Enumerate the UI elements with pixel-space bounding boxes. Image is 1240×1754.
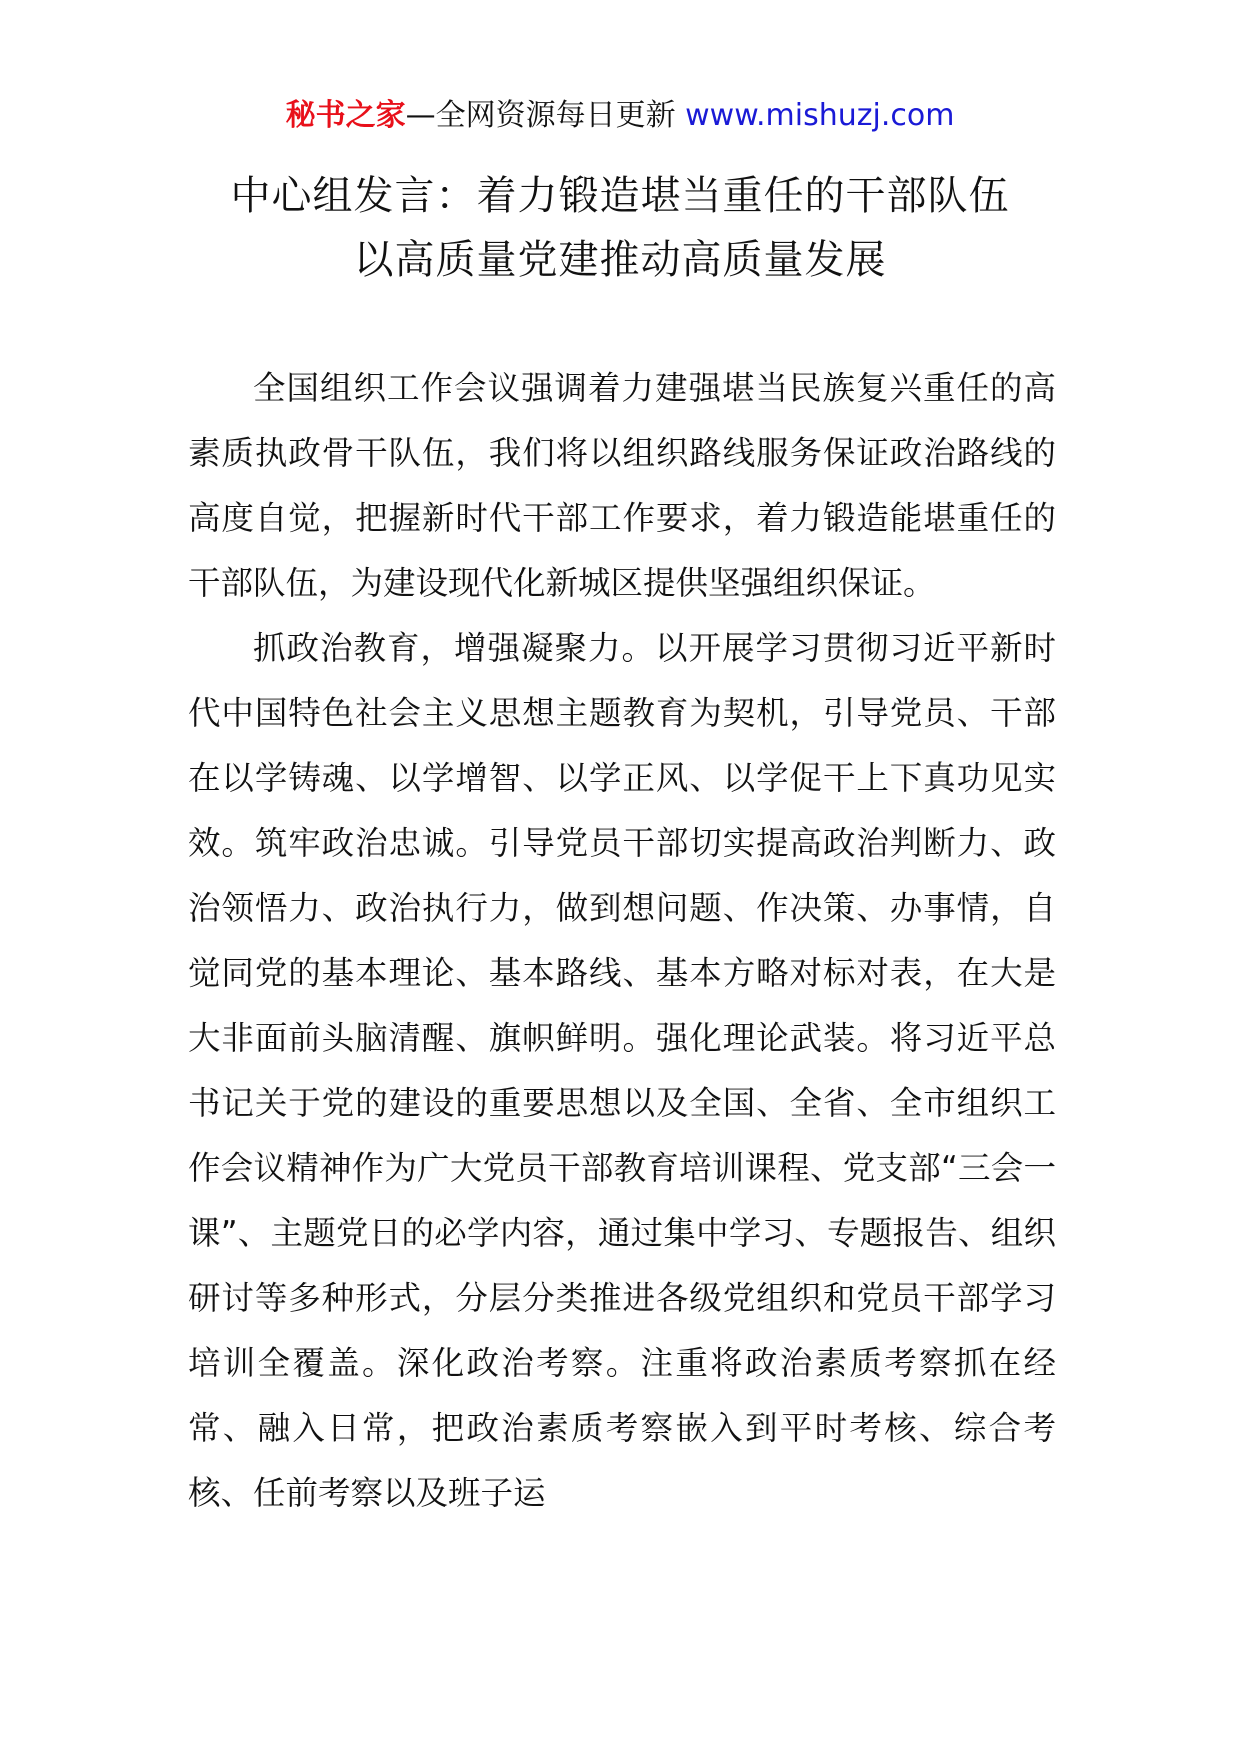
title-line-1: 中心组发言：着力锻造堪当重任的干部队伍	[230, 173, 1010, 219]
document-body	[188, 356, 1056, 1526]
site-header	[0, 96, 1240, 136]
title-line-2: 以高质量党建推动高质量发展	[353, 237, 887, 283]
brand-name: 秘书之家	[285, 98, 406, 133]
site-url-link[interactable]: www.mishuzj.com	[685, 98, 955, 133]
paragraph-intro: 全国组织工作会议强调着力建强堪当民族复兴重任的高素质执政骨干队伍，我们将以组织路线服务保证政治路线的高度自觉，把握新时代干部工作要求，着力锻造能堪重任的干部队伍，为建设现代化新城区提供坚强组织保证。	[188, 369, 1056, 602]
document-title	[0, 164, 1240, 292]
header-tagline: —全网资源每日更新	[405, 98, 686, 133]
paragraph-political-education: 抓政治教育，增强凝聚力。以开展学习贯彻习近平新时代中国特色社会主义思想主题教育为契机，引导党员、干部在以学铸魂、以学增智、以学正风、以学促干上下真功见实效。筑牢政治忠诚。引导党员干部切实提高政治判断力、政治领悟力、政治执行力，做到想问题、作决策、办事情，自觉同党的基本理论、基本路线、基本方略对标对表，在大是大非面前头脑清醒、旗帜鲜明。强化理论武装。将习近平总书记关于党的建设的重要思想以及全国、全省、全市组织工作会议精神作为广大党员干部教育培训课程、党支部“三会一课”、主题党日的必学内容，通过集中学习、专题报告、组织研讨等多种形式，分层分类推进各级党组织和党员干部学习培训全覆盖。深化政治考察。注重将政治素质考察抓在经常、融入日常，把政治素质考察嵌入到平时考核、综合考核、任前考察以及班子运	[188, 629, 1056, 1512]
